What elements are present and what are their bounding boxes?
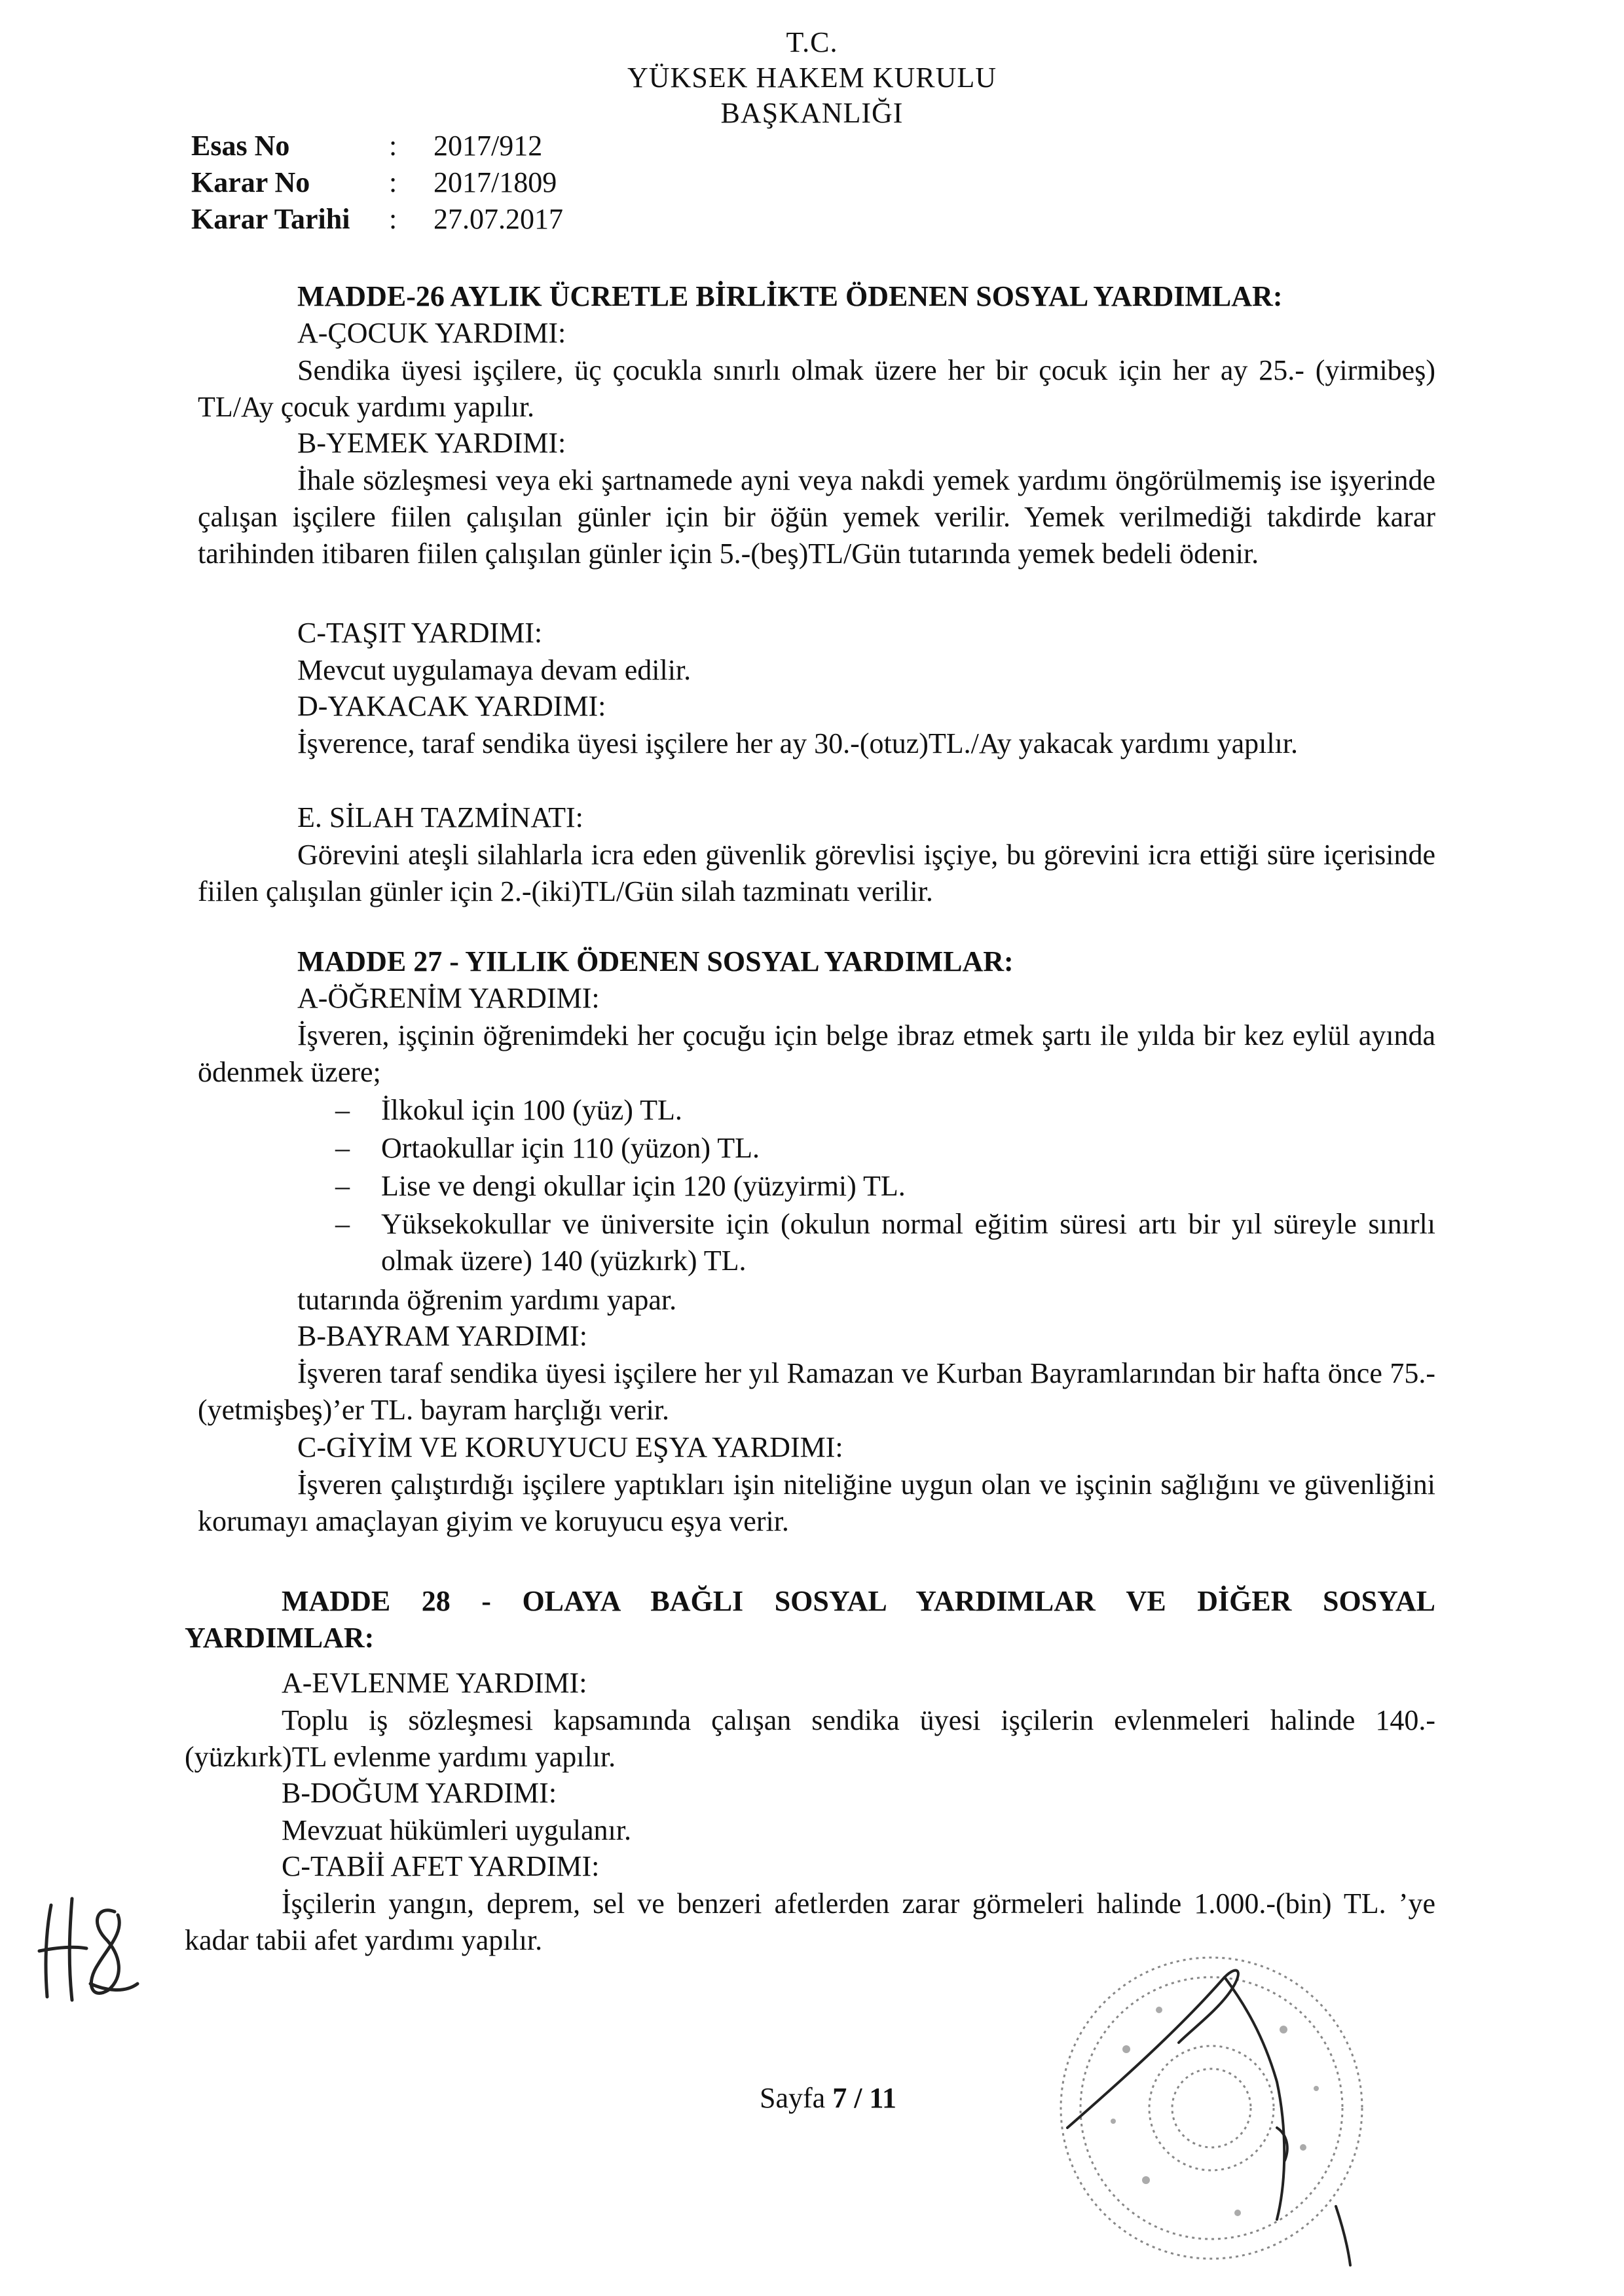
list-dash: – xyxy=(335,1094,350,1126)
list-item-text: Lise ve dengi okullar için 120 (yüzyirmi) TL. xyxy=(381,1170,906,1202)
meta-colon: : xyxy=(389,130,397,162)
paragraph-silah: Görevini ateşli silahlarla icra eden güvenlik görevlisi işçiye, bu görevini icra ettiği süre içerisinde fiilen çalışılan günler için 2.-(iki)TL/Gün silah tazminatı verilir. xyxy=(198,839,1435,907)
list-item xyxy=(335,1130,1435,1167)
subheading-yemek: B-YEMEK YARDIMI: xyxy=(297,427,566,459)
list-item xyxy=(335,1206,1435,1279)
handwritten-initials-signature xyxy=(26,1886,144,2010)
meta-label: Esas No xyxy=(191,130,290,162)
paragraph-afet: İşçilerin yangın, deprem, sel ve benzeri afetlerden zarar görmeleri halinde 1.000.-(bin) TL. ’ye kadar tabii afet yardımı yapılır. xyxy=(185,1887,1435,1956)
paragraph-dogum: Mevzuat hükümleri uygulanır. xyxy=(282,1814,631,1846)
paragraph-yemek: İhale sözleşmesi veya eki şartnamede ayni veya nakdi yemek yardımı öngörülmemiş ise işyerinde çalışan işçilere fiilen çalışılan günler için bir öğün yemek verilir. Yemek verilmediği takdirde karar tarihinden itibaren fiilen çalışılan günler için 5.-(beş)TL/Gün tutarında yemek bedeli ödenir. xyxy=(198,464,1435,570)
paragraph-tasit: Mevcut uygulamaya devam edilir. xyxy=(297,654,692,686)
paragraph-giyim: İşveren çalıştırdığı işçilere yaptıkları işin niteliğine uygun olan ve işçinin sağlığını ve güvenliğini korumayı amaçlayan giyim ve koruyucu eşya verir. xyxy=(198,1468,1435,1537)
list-dash: – xyxy=(335,1208,350,1240)
list-item-text: İlkokul için 100 (yüz) TL. xyxy=(381,1094,682,1126)
subheading-tasit: C-TAŞIT YARDIMI: xyxy=(297,617,543,649)
list-dash: – xyxy=(335,1170,350,1202)
meta-value: 2017/1809 xyxy=(434,166,557,198)
page-footer xyxy=(760,2082,1022,2115)
meta-value: 2017/912 xyxy=(434,130,543,162)
meta-label: Karar No xyxy=(191,166,310,198)
subheading-evlenme: A-EVLENME YARDIMI: xyxy=(282,1667,587,1699)
meta-label: Karar Tarihi xyxy=(191,203,350,235)
subheading-bayram: B-BAYRAM YARDIMI: xyxy=(297,1320,587,1352)
paragraph-ogrenim-after: tutarında öğrenim yardımı yapar. xyxy=(297,1284,677,1316)
header-institution: YÜKSEK HAKEM KURULU xyxy=(627,62,997,94)
page-number: 7 / 11 xyxy=(832,2082,896,2114)
list-dash: – xyxy=(335,1132,350,1164)
section-title-madde27: MADDE 27 - YILLIK ÖDENEN SOSYAL YARDIMLAR: xyxy=(297,945,1014,977)
section-title-madde28: MADDE 28 - OLAYA BAĞLI SOSYAL YARDIMLAR VE DİĞER SOSYAL YARDIMLAR: xyxy=(185,1585,1435,1654)
paragraph-bayram: İşveren taraf sendika üyesi işçilere her yıl Ramazan ve Kurban Bayramlarından bir hafta önce 75.-(yetmişbeş)’er TL. bayram harçlığı verir. xyxy=(198,1357,1435,1426)
meta-row-esas xyxy=(191,128,650,164)
subheading-giyim: C-GİYİM VE KORUYUCU EŞYA YARDIMI: xyxy=(297,1431,843,1463)
list-item xyxy=(335,1168,1435,1205)
case-metadata xyxy=(191,128,650,240)
meta-row-karar xyxy=(191,165,650,200)
header-presidency: BAŞKANLIĞI xyxy=(720,97,904,129)
list-item-text: Ortaokullar için 110 (yüzon) TL. xyxy=(381,1132,760,1164)
meta-row-tarih xyxy=(191,202,650,237)
official-stamp xyxy=(1028,1931,1395,2285)
list-item xyxy=(335,1092,1435,1129)
subheading-ogrenim: A-ÖĞRENİM YARDIMI: xyxy=(297,982,600,1014)
list-item-text: Yüksekokullar ve üniversite için (okulun normal eğitim süresi artı bir yıl süreyle sınırlı olmak üzere) 140 (yüzkırk) TL. xyxy=(381,1208,1435,1277)
meta-colon: : xyxy=(389,203,397,235)
meta-value: 27.07.2017 xyxy=(434,203,563,235)
subheading-dogum: B-DOĞUM YARDIMI: xyxy=(282,1777,557,1809)
header-tc: T.C. xyxy=(786,26,838,58)
footer-prefix: Sayfa xyxy=(760,2082,833,2114)
section-title-madde26: MADDE-26 AYLIK ÜCRETLE BİRLİKTE ÖDENEN SOSYAL YARDIMLAR: xyxy=(297,280,1283,312)
subheading-afet: C-TABİİ AFET YARDIMI: xyxy=(282,1850,600,1882)
subheading-silah: E. SİLAH TAZMİNATI: xyxy=(297,801,583,833)
paragraph-evlenme: Toplu iş sözleşmesi kapsamında çalışan sendika üyesi işçilerin evlenmeleri halinde 140.-(yüzkırk)TL evlenme yardımı yapılır. xyxy=(185,1704,1435,1773)
subheading-cocuk: A-ÇOCUK YARDIMI: xyxy=(297,317,566,349)
meta-colon: : xyxy=(389,166,397,198)
paragraph-cocuk: Sendika üyesi işçilere, üç çocukla sınırlı olmak üzere her bir çocuk için her ay 25.- (yirmibeş) TL/Ay çocuk yardımı yapılır. xyxy=(198,354,1435,423)
paragraph-yakacak: İşverence, taraf sendika üyesi işçilere her ay 30.-(otuz)TL./Ay yakacak yardımı yapılır. xyxy=(297,727,1298,759)
paragraph-ogrenim: İşveren, işçinin öğrenimdeki her çocuğu için belge ibraz etmek şartı ile yılda bir kez eylül ayında ödenmek üzere; xyxy=(198,1019,1435,1088)
subheading-yakacak: D-YAKACAK YARDIMI: xyxy=(297,690,606,722)
